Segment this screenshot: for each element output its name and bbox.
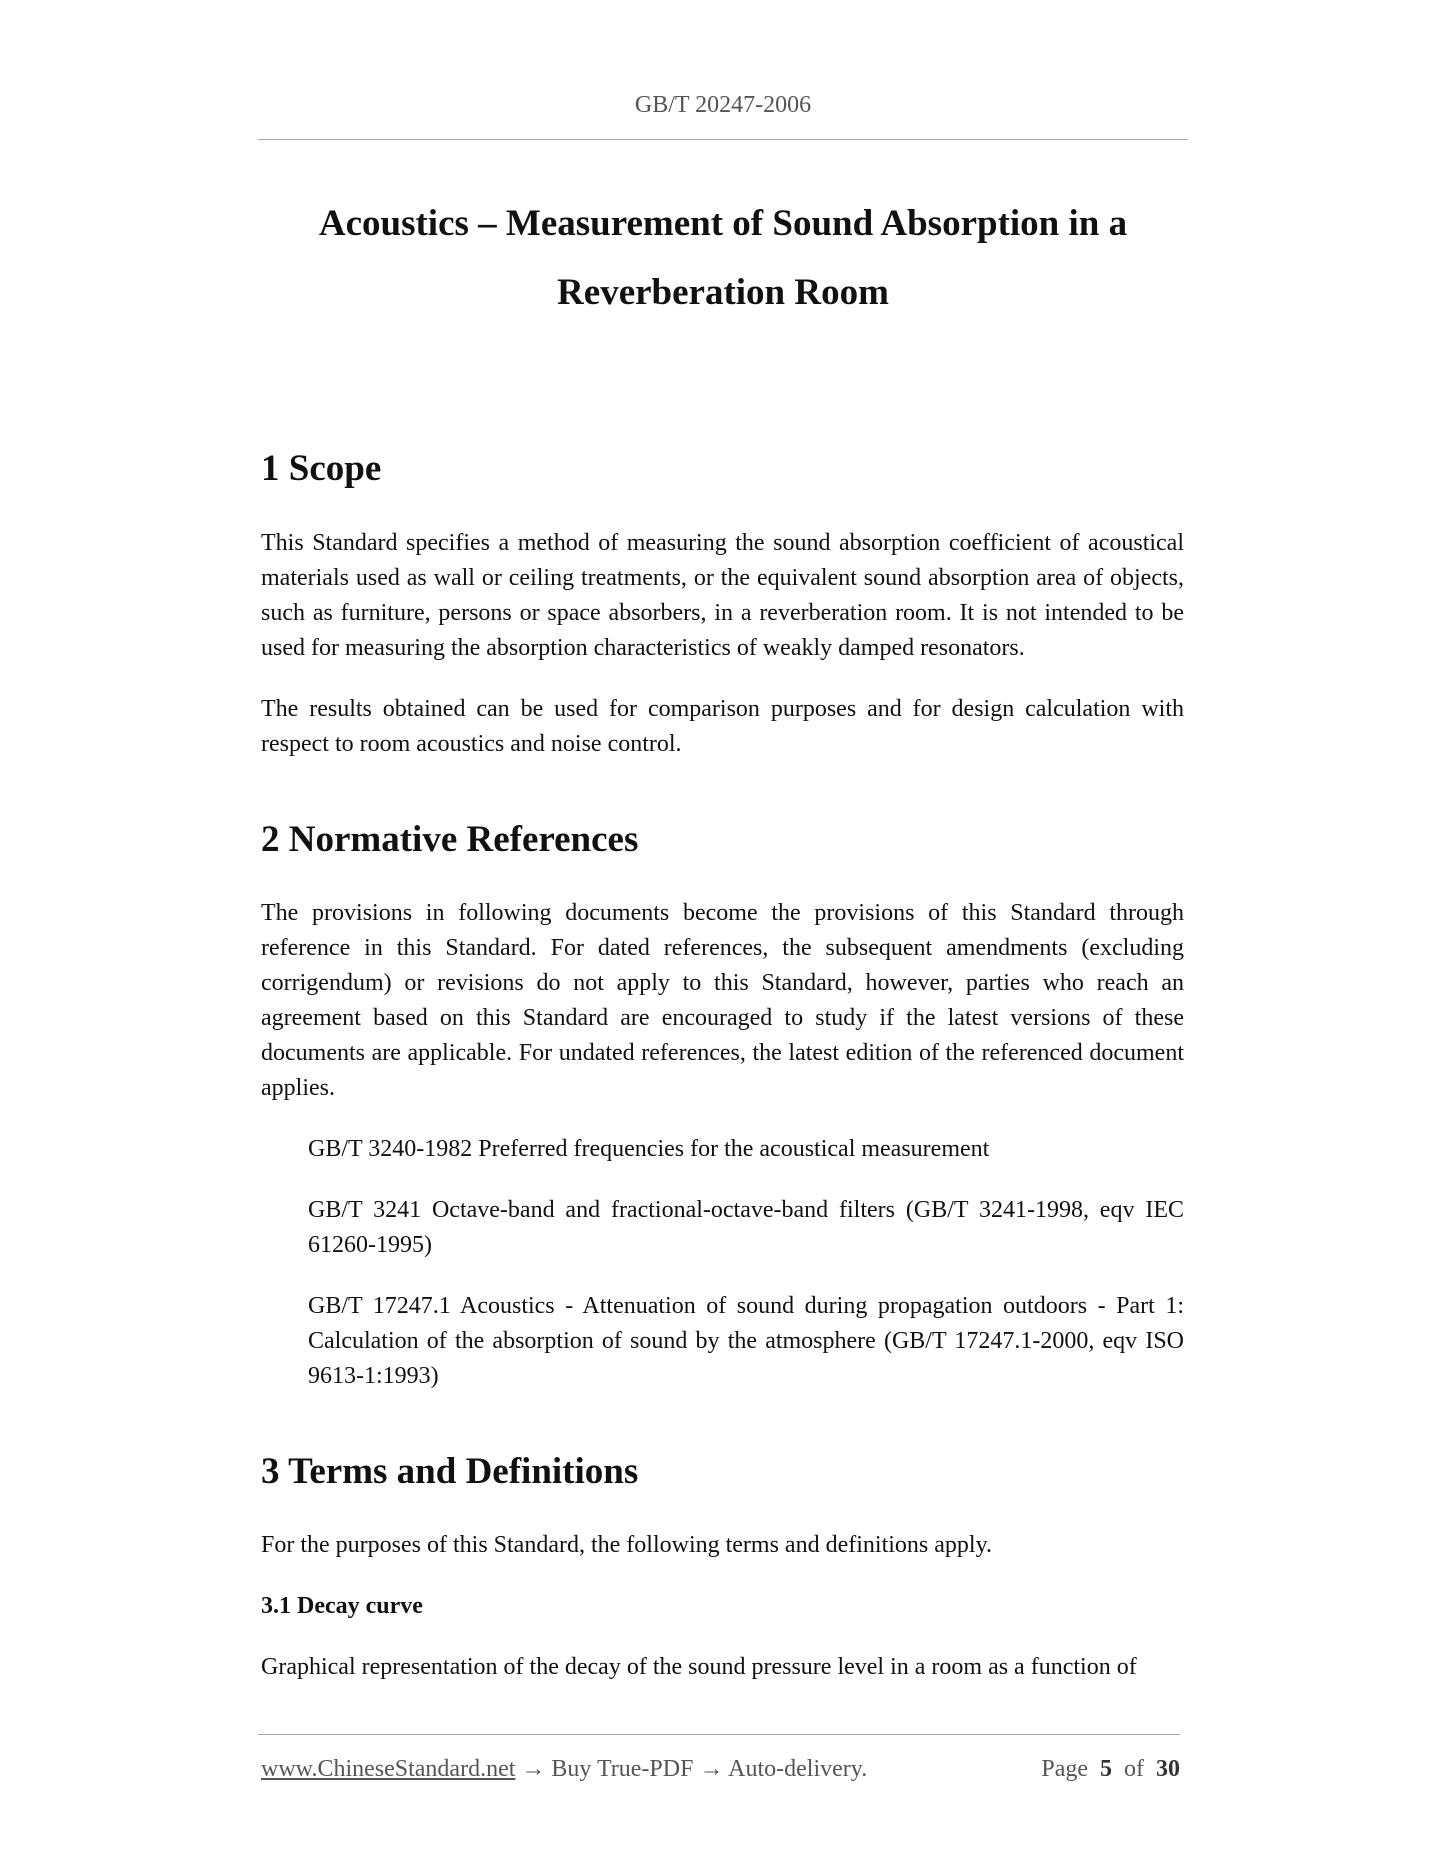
terms-paragraph: For the purposes of this Standard, the following terms and definitions apply. bbox=[261, 1532, 993, 1558]
arrow-icon: → bbox=[699, 1756, 724, 1782]
section-heading-normative-references: 2 Normative References bbox=[261, 819, 639, 860]
arrow-icon: → bbox=[521, 1756, 546, 1782]
reference-item: GB/T 3240-1982 Preferred frequencies for the acoustical measurement bbox=[308, 1136, 990, 1162]
auto-delivery-text: Auto-delivery. bbox=[728, 1756, 868, 1782]
page-label: Page bbox=[1041, 1756, 1088, 1782]
document-title bbox=[258, 189, 1188, 327]
title-line-1: Acoustics – Measurement of Sound Absorption in a bbox=[318, 203, 1128, 244]
section-heading-scope: 1 Scope bbox=[261, 448, 382, 489]
footer-divider bbox=[258, 1734, 1180, 1735]
section-heading-terms-definitions: 3 Terms and Definitions bbox=[261, 1451, 639, 1492]
total-pages-number: 30 bbox=[1156, 1756, 1180, 1782]
references-paragraph: The provisions in following documents become the provisions of this Standard through reference in this Standard. For dated references, the subsequent amendments (excluding corrigendum) or revisions do not apply to this Standard, however, parties who reach an agreement based on this Standard are encouraged to study if the latest versions of these documents are applicable. For undated references, the latest edition of the referenced document applies. bbox=[261, 900, 1184, 1101]
document-body bbox=[261, 450, 1184, 1685]
scope-paragraph-1: This Standard specifies a method of measuring the sound absorption coefficient of acoustical materials used as wall or ceiling treatments, or the equivalent sound absorption area of objects, such as furniture, persons or space absorbers, in a reverberation room. It is not intended to be used for measuring the absorption characteristics of weakly damped resonators. bbox=[261, 530, 1184, 661]
decay-curve-definition: Graphical representation of the decay of the sound pressure level in a room as a function of bbox=[261, 1654, 1137, 1680]
website-link[interactable]: www.ChineseStandard.net bbox=[261, 1756, 516, 1782]
header-divider bbox=[258, 139, 1188, 140]
buy-true-pdf-text: Buy True-PDF bbox=[551, 1756, 694, 1782]
title-line-2: Reverberation Room bbox=[557, 272, 889, 313]
reference-item: GB/T 17247.1 Acoustics - Attenuation of sound during propagation outdoors - Part 1: Calculation of the absorption of sound by the atmosphere (GB/T 17247.1-2000, eqv ISO 9613-1:1993) bbox=[308, 1293, 1184, 1389]
page-header: GB/T 20247-2006 bbox=[634, 92, 812, 118]
footer-promo bbox=[261, 1756, 867, 1783]
subsection-heading-decay-curve: 3.1 Decay curve bbox=[261, 1593, 423, 1619]
page-number bbox=[1041, 1756, 1180, 1783]
scope-paragraph-2: The results obtained can be used for comparison purposes and for design calculation with respect to room acoustics and noise control. bbox=[261, 696, 1184, 757]
current-page-number: 5 bbox=[1100, 1756, 1112, 1782]
of-label: of bbox=[1124, 1756, 1144, 1782]
reference-item: GB/T 3241 Octave-band and fractional-octave-band filters (GB/T 3241-1998, eqv IEC 61260-1995) bbox=[308, 1197, 1184, 1258]
